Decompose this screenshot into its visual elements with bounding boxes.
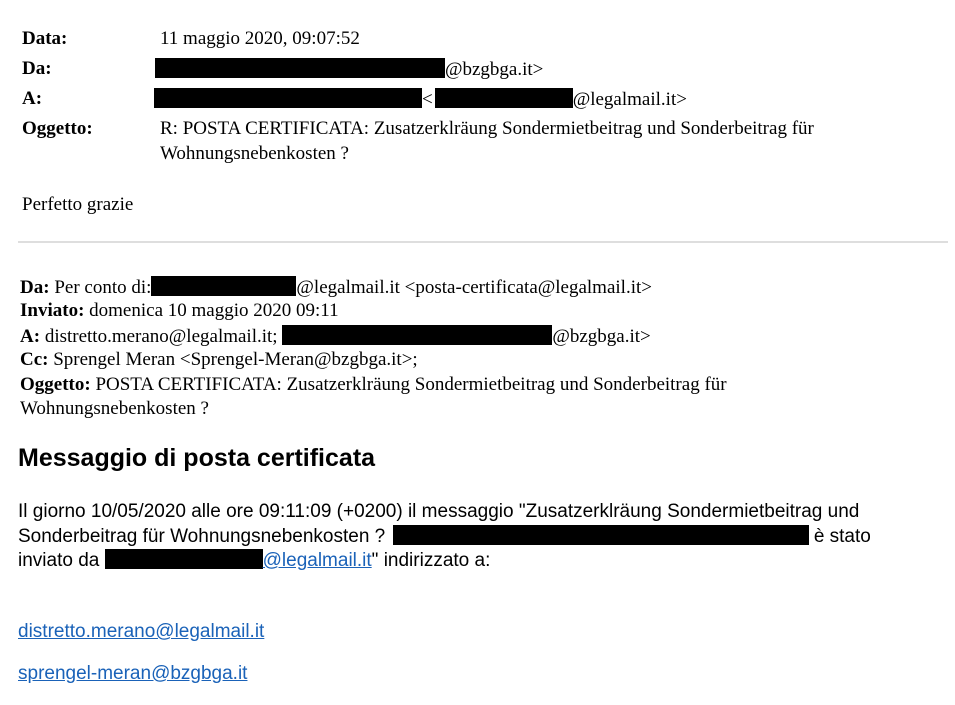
certificate-line1: Il giorno 10/05/2020 alle ore 09:11:09 (+0200) il messaggio "Zusatzerklräung Sondermietbeitrag und xyxy=(18,501,860,522)
reply-to-label: A: xyxy=(22,88,43,109)
orig-from-suffix: @legalmail.it <posta-certificata@legalmail.it> xyxy=(296,277,652,298)
orig-to-suffix: @bzgbga.it> xyxy=(552,326,651,347)
orig-cc-label: Cc: xyxy=(20,349,49,370)
reply-to-angle: < xyxy=(422,89,433,110)
recipient-email-link[interactable]: distretto.merano@legalmail.it xyxy=(18,621,265,642)
redacted-block xyxy=(393,525,809,545)
certificate-line2 xyxy=(18,525,871,548)
reply-from-label: Da: xyxy=(22,58,52,79)
orig-from-prefix: Per conto di: xyxy=(54,277,152,298)
divider xyxy=(18,241,948,243)
certificate-title: Messaggio di posta certificata xyxy=(18,444,376,472)
orig-subject-line1: POSTA CERTIFICATA: Zusatzerklräung Sondermietbeitrag und Sonderbeitrag für xyxy=(95,374,727,395)
recipient-link-1[interactable] xyxy=(18,621,264,643)
reply-date-value: 11 maggio 2020, 09:07:52 xyxy=(160,28,360,49)
orig-sent-label: Inviato: xyxy=(20,300,85,321)
reply-to-suffix: @legalmail.it> xyxy=(572,89,687,110)
certificate-line2-suffix: è stato xyxy=(813,526,871,547)
orig-from-label: Da: xyxy=(20,277,50,298)
orig-subject-line2: Wohnungsnebenkosten ? xyxy=(20,398,209,419)
orig-sent-line xyxy=(20,300,339,322)
orig-to-prefix: distretto.merano@legalmail.it; xyxy=(44,326,278,347)
orig-subject-label: Oggetto: xyxy=(20,374,91,395)
redacted-block xyxy=(154,88,422,108)
reply-subject-line2: Wohnungsnebenkosten ? xyxy=(160,143,349,164)
reply-date-label: Data: xyxy=(22,28,68,49)
orig-cc-value: Sprengel Meran <Sprengel-Meran@bzgbga.it>; xyxy=(53,349,418,370)
reply-from-value xyxy=(155,58,543,81)
reply-from-suffix: @bzgbga.it> xyxy=(445,59,544,80)
orig-from-line xyxy=(20,276,652,299)
recipient-link-2[interactable] xyxy=(18,663,247,685)
certificate-line3 xyxy=(18,549,490,572)
certificate-line2-prefix: Sonderbeitrag für Wohnungsnebenkosten ? xyxy=(18,526,386,547)
redacted-block xyxy=(282,325,552,345)
certificate-line3-suffix: " indirizzato a: xyxy=(371,550,491,571)
redacted-block xyxy=(105,549,263,569)
redacted-block xyxy=(155,58,445,78)
orig-sent-value: domenica 10 maggio 2020 09:11 xyxy=(89,300,339,321)
redacted-block xyxy=(435,88,573,108)
redacted-block xyxy=(151,276,296,296)
sender-email-link[interactable]: @legalmail.it xyxy=(262,550,372,571)
reply-subject-label: Oggetto: xyxy=(22,118,93,139)
certificate-line3-prefix: inviato da xyxy=(18,550,100,571)
orig-subject-line xyxy=(20,374,727,396)
reply-subject-line1: R: POSTA CERTIFICATA: Zusatzerklräung Sondermietbeitrag und Sonderbeitrag für xyxy=(160,118,814,139)
orig-to-label: A: xyxy=(20,326,41,347)
orig-cc-line xyxy=(20,349,418,371)
orig-to-line xyxy=(20,325,651,348)
reply-to-value xyxy=(154,88,687,111)
reply-body-text: Perfetto grazie xyxy=(22,194,134,215)
recipient-email-link[interactable]: sprengel-meran@bzgbga.it xyxy=(18,663,248,684)
